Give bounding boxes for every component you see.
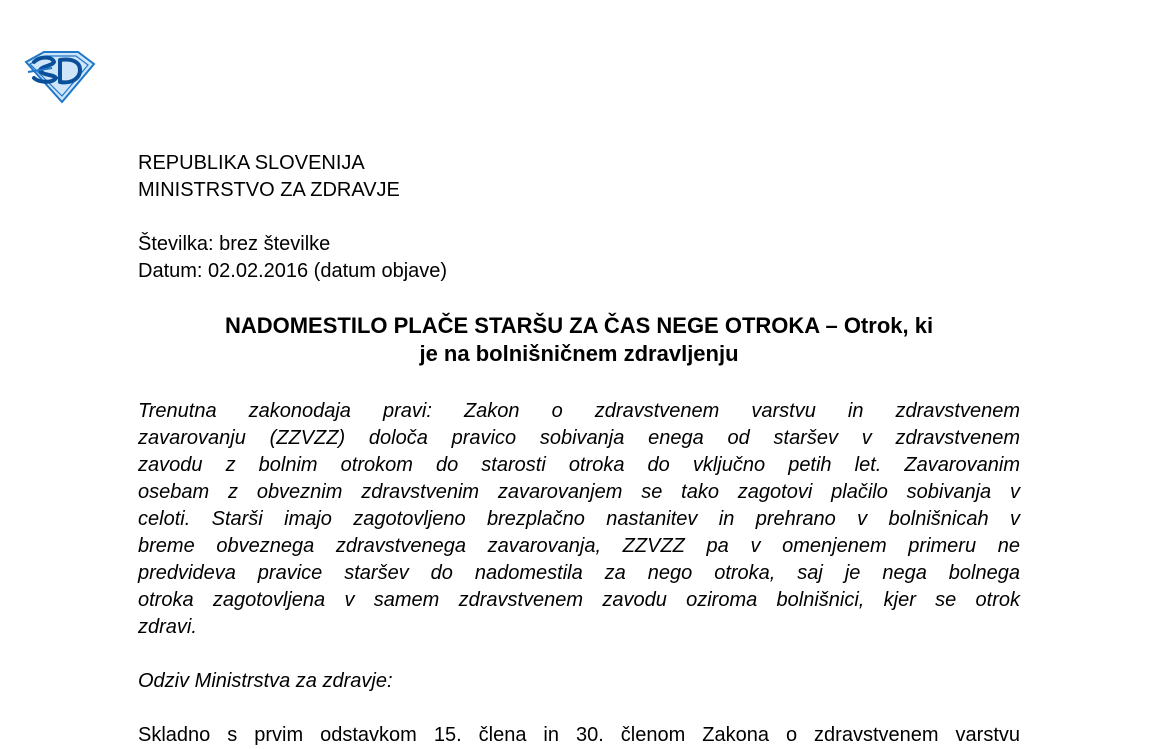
paragraph-line: predvideva pravice staršev do nadomestila za nego otroka, saj je nega bolnega [138, 562, 1020, 584]
title-line-2: je na bolnišničnem zdravljenju [419, 341, 739, 366]
paragraph-line: otroka zagotovljena v samem zdravstvenem zavodu oziroma bolnišnici, kjer se otrok [138, 589, 1020, 611]
paragraph-line: breme obveznega zdravstvenega zavarovanja, ZZVZZ pa v omenjenem primeru ne [138, 535, 1020, 557]
paragraph-line: Trenutna zakonodaja pravi: Zakon o zdravstvenem varstvu in zdravstvenem [138, 400, 1020, 422]
paragraph-line: zavodu z bolnim otrokom do starosti otroka do vključno petih let. Zavarovanim [138, 454, 1020, 476]
response-heading: Odziv Ministrstva za zdravje: [138, 670, 393, 692]
header-country: REPUBLIKA SLOVENIJA [138, 152, 365, 174]
paragraph-line: zavarovanju (ZZVZZ) določa pravico sobivanja enega od staršev v zdravstvenem [138, 427, 1020, 449]
title-line-1: NADOMESTILO PLAČE STARŠU ZA ČAS NEGE OTROKA – Otrok, ki [224, 313, 934, 338]
document-number: Številka: brez številke [138, 233, 331, 255]
paragraph-line: zdravi. [138, 616, 197, 638]
spacer [138, 204, 1020, 231]
paragraph-line: osebam z obveznim zdravstvenim zavarovanjem se tako zagotovi plačilo sobivanja v [138, 481, 1020, 503]
paragraph-line: celoti. Starši imajo zagotovljeno brezplačno nastanitev in prehrano v bolnišnicah v [138, 508, 1020, 530]
document-title [138, 312, 1020, 368]
document-page [138, 150, 1020, 749]
current-law-paragraph [138, 398, 1020, 641]
ministry-shield-logo-icon [22, 48, 96, 104]
document-date: Datum: 02.02.2016 (datum objave) [138, 260, 448, 282]
header-ministry: MINISTRSTVO ZA ZDRAVJE [138, 179, 400, 201]
response-first-line: Skladno s prvim odstavkom 15. člena in 30. členom Zakona o zdravstvenem varstvu [138, 724, 1020, 746]
ministry-logo [22, 48, 96, 104]
